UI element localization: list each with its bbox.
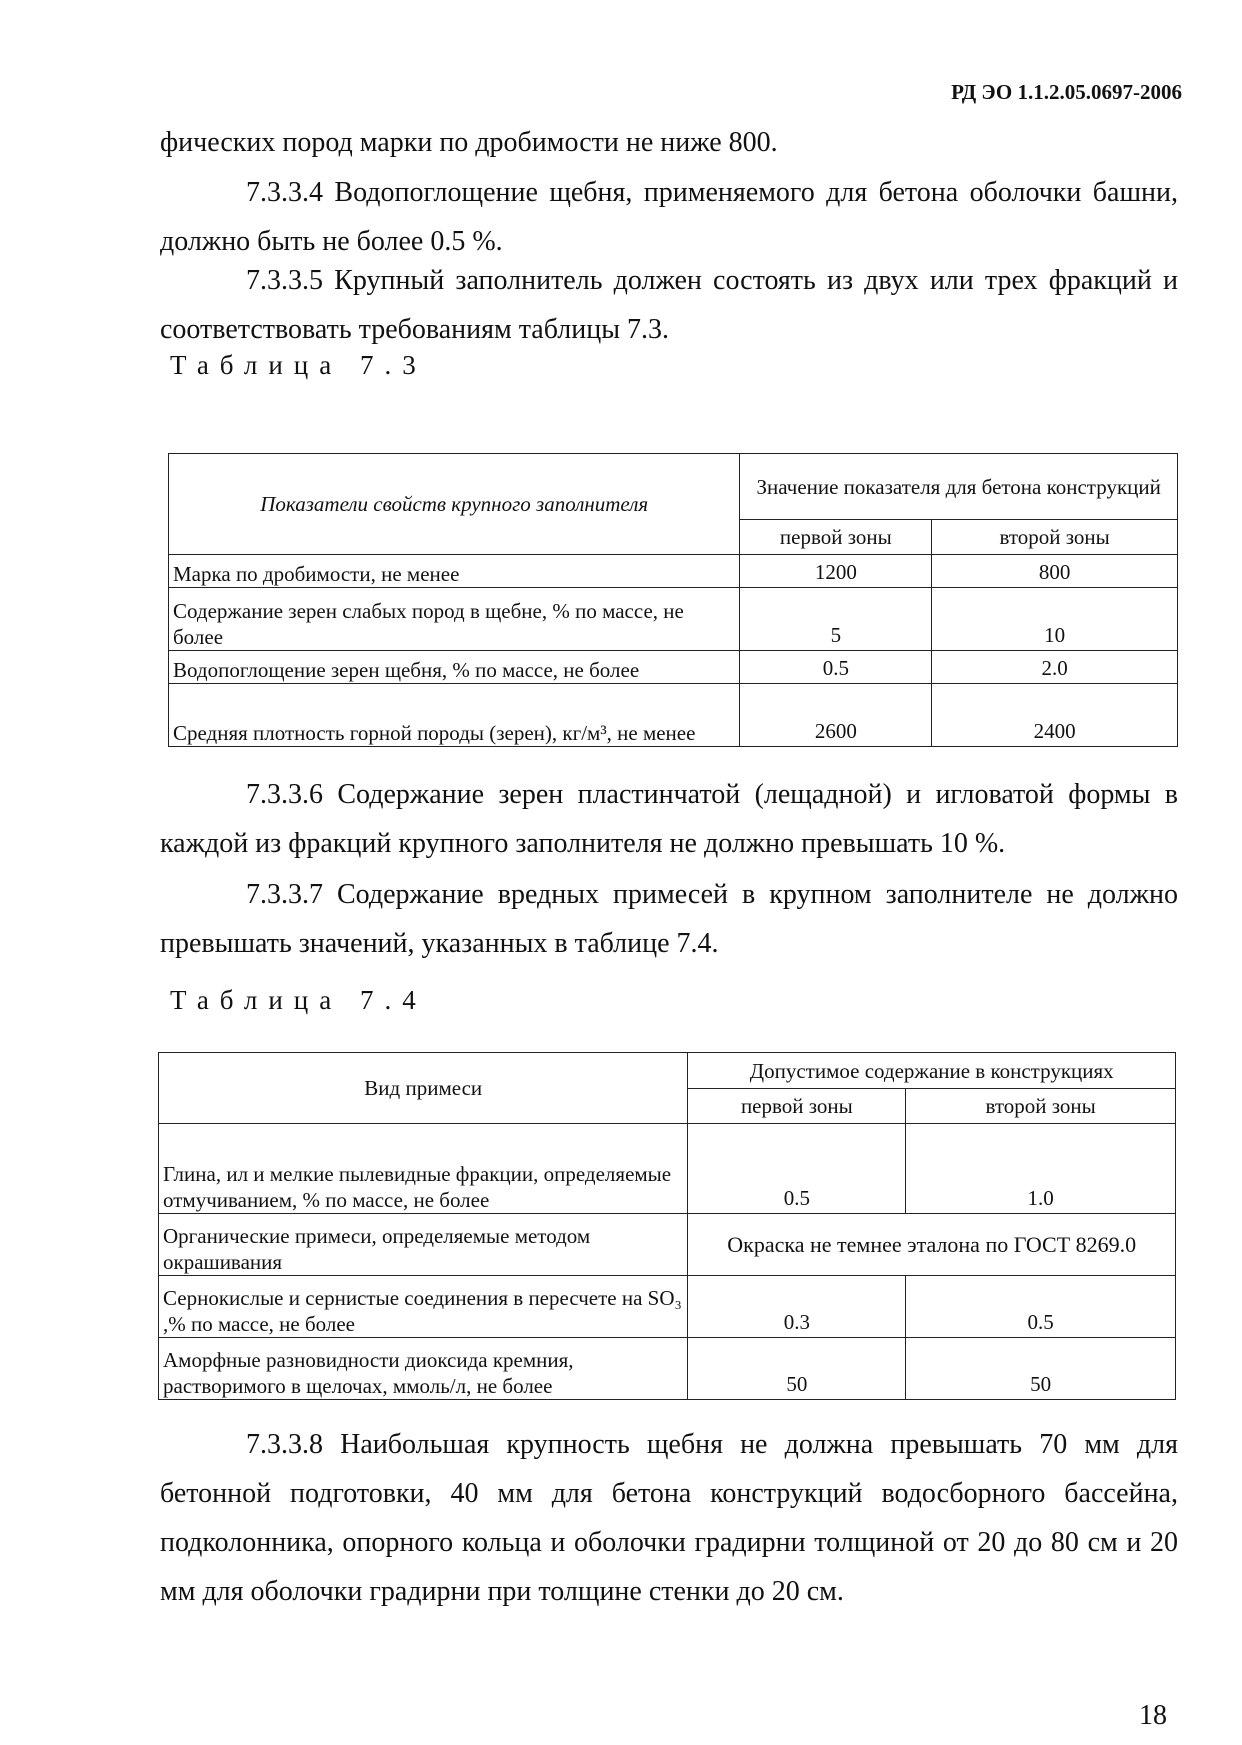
table-7-3-row-label: Марка по дробимости, не менее <box>169 555 740 588</box>
table-7-4-merged-cell: Окраска не темнее эталона по ГОСТ 8269.0 <box>688 1214 1176 1276</box>
table-7-3-row-label: Содержание зерен слабых пород в щебне, % по массе, не более <box>169 588 740 651</box>
paragraph-7-3-3-4: 7.3.3.4 Водопоглощение щебня, применяемого для бетона оболочки башни, должно быть не более 0.5 %. <box>160 177 1178 257</box>
table-7-4-row-label: Глина, ил и мелкие пылевидные фракции, определяемые отмучиванием, % по массе, не более <box>159 1124 688 1214</box>
table-7-3-sub-header: второй зоны <box>932 520 1178 555</box>
table-7-3-cell: 800 <box>932 555 1178 588</box>
table-7-3-caption: Таблица 7.3 <box>170 350 427 380</box>
table-7-3-row-label: Водопоглощение зерен щебня, % по массе, не более <box>169 651 740 684</box>
paragraph-7-3-3-7: 7.3.3.7 Содержание вредных примесей в крупном заполнителе не должно превышать значений, указанных в таблице 7.4. <box>160 879 1178 959</box>
table-7-3-cell: 5 <box>740 588 932 651</box>
table-7-3-group-header: Значение показателя для бетона конструкций <box>740 454 1178 520</box>
table-7-3-cell: 2600 <box>740 684 932 747</box>
table-7-4-sub-header: второй зоны <box>906 1089 1176 1124</box>
table-7-4-col-header: Вид примеси <box>159 1053 688 1124</box>
table-7-4-cell: 1.0 <box>906 1124 1176 1214</box>
table-7-3-cell: 0.5 <box>740 651 932 684</box>
table-7-4-caption: Таблица 7.4 <box>170 985 427 1015</box>
table-7-3-row-label: Средняя плотность горной породы (зерен), кг/м³, не менее <box>169 684 740 747</box>
document-code: РД ЭО 1.1.2.05.0697-2006 <box>951 80 1182 104</box>
table-7-4-group-header: Допустимое содержание в конструкциях <box>688 1053 1176 1089</box>
table-7-3 <box>168 453 1178 747</box>
paragraph-7-3-3-6: 7.3.3.6 Содержание зерен пластинчатой (лещадной) и игловатой формы в каждой из фракций крупного заполнителя не должно превышать 10 %. <box>160 779 1178 859</box>
table-7-3-cell: 10 <box>932 588 1178 651</box>
table-7-3-cell: 2400 <box>932 684 1178 747</box>
table-7-4-row-label: Аморфные разновидности диоксида кремния, растворимого в щелочах, ммоль/л, не более <box>159 1338 688 1400</box>
table-7-4-sub-header: первой зоны <box>688 1089 906 1124</box>
paragraph-continuation: фических пород марки по дробимости не ниже 800. <box>160 127 778 158</box>
paragraph-7-3-3-5: 7.3.3.5 Крупный заполнитель должен состоять из двух или трех фракций и соответствовать требованиям таблицы 7.3. <box>160 265 1178 345</box>
table-7-4-cell: 0.5 <box>688 1124 906 1214</box>
table-7-3-cell: 2.0 <box>932 651 1178 684</box>
table-7-4-row-label: Сернокислые и сернистые соединения в пересчете на SO₃ ,% по массе, не более <box>159 1276 688 1338</box>
table-7-3-col-header: Показатели свойств крупного заполнителя <box>169 454 740 555</box>
table-7-4-cell: 50 <box>688 1338 906 1400</box>
table-7-4-cell: 50 <box>906 1338 1176 1400</box>
page-number: 18 <box>1139 1700 1167 1731</box>
table-7-4-cell: 0.3 <box>688 1276 906 1338</box>
paragraph-7-3-3-8: 7.3.3.8 Наибольшая крупность щебня не должна превышать 70 мм для бетонной подготовки, 40 мм для бетона конструкций водосборного бассейна, подколонника, опорного кольца и оболочки градирни толщиной от 20 до 80 см и 20 мм для оболочки градирни при толщине стенки до 20 см. <box>160 1429 1178 1607</box>
table-7-4-row-label: Органические примеси, определяемые методом окрашивания <box>159 1214 688 1276</box>
table-7-3-cell: 1200 <box>740 555 932 588</box>
table-7-4 <box>158 1052 1176 1400</box>
table-7-4-cell: 0.5 <box>906 1276 1176 1338</box>
table-7-3-sub-header: первой зоны <box>740 520 932 555</box>
